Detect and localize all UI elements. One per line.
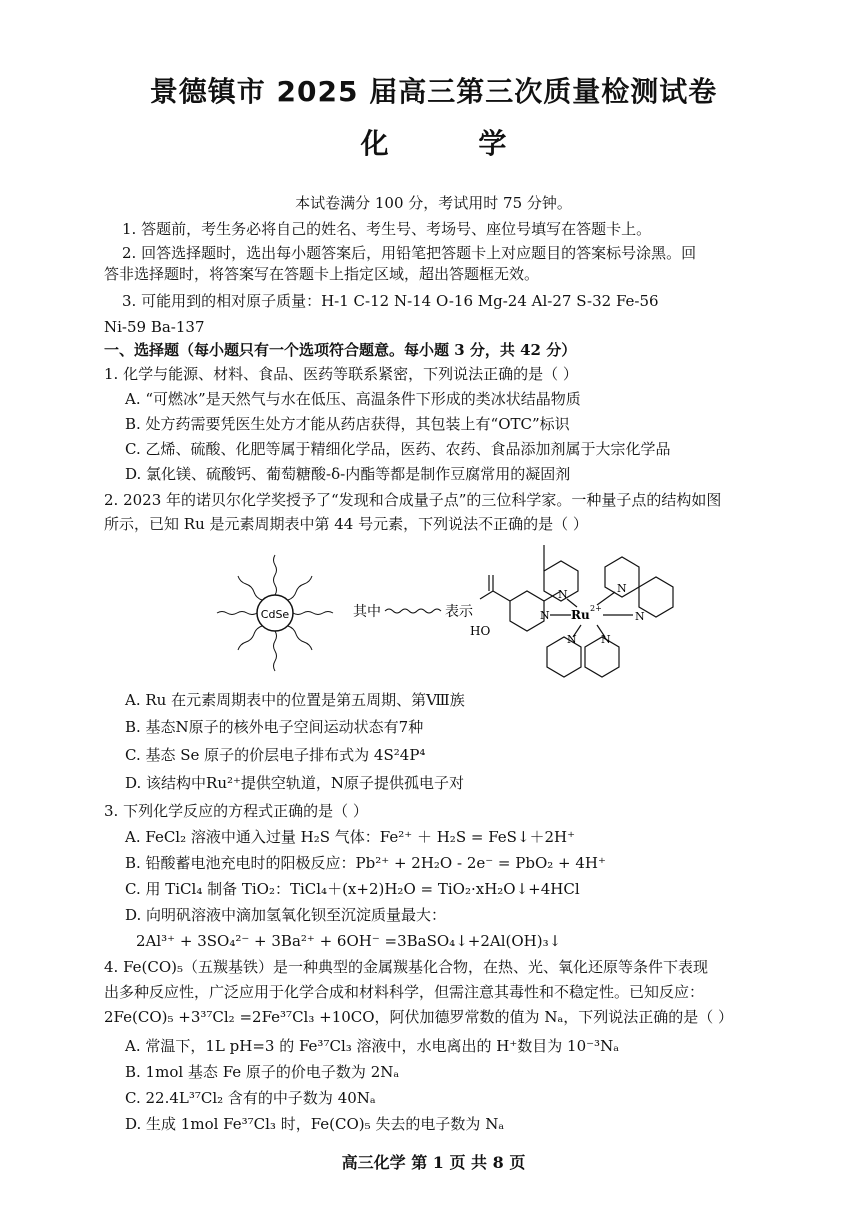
q2-stem-1: 2. 2023 年的诺贝尔化学奖授予了“发现和合成量子点”的三位科学家。一种量子点的结构如图 (104, 491, 722, 509)
q1-stem: 1. 化学与能源、材料、食品、医药等联系紧密，下列说法正确的是（ ） (104, 365, 578, 383)
q4-option-c: C. 22.4L³⁷Cl₂ 含有的中子数为 40Nₐ (125, 1089, 376, 1107)
intro-instruction-2-cont: 答非选择题时，将答案写在答题卡上指定区域，超出答题框无效。 (104, 265, 540, 283)
ru-label: Ru (571, 608, 590, 622)
q2-option-b: B. 基态N原子的核外电子空间运动状态有7种 (125, 718, 424, 736)
q2-option-d: D. 该结构中Ru²⁺提供空轨道，N原子提供孤电子对 (125, 774, 465, 792)
q4-stem-2: 出多种反应性，广泛应用于化学合成和材料科学，但需注意其毒性和不稳定性。已知反应： (104, 983, 705, 1001)
q3-option-c: C. 用 TiCl₄ 制备 TiO₂：TiCl₄＋(x+2)H₂O = TiO₂·xH₂O↓+4HCl (125, 880, 580, 898)
page-title: 景德镇市 2025 届高三第三次质量检测试卷 (149, 75, 718, 108)
q1-option-a: A. “可燃冰”是天然气与水在低压、高温条件下形成的类冰状结晶物质 (125, 390, 581, 408)
q1-option-b: B. 处方药需要凭医生处方才能从药店获得，其包装上有“OTC”标识 (125, 415, 570, 433)
page-footer: 高三化学 第 1 页 共 8 页 (341, 1153, 526, 1172)
section-heading: 一、选择题（每小题只有一个选项符合题意。每小题 3 分，共 42 分） (104, 341, 577, 359)
q3-option-d: D. 向明矾溶液中滴加氢氧化钡至沉淀质量最大： (125, 906, 447, 924)
q4-option-d: D. 生成 1mol Fe³⁷Cl₃ 时，Fe(CO)₅ 失去的电子数为 Nₐ (125, 1115, 505, 1133)
quantum-dot-diagram (205, 537, 765, 687)
q3-option-b: B. 铅酸蓄电池充电时的阳极反应：Pb²⁺ + 2H₂O - 2e⁻ = PbO₂ + 4H⁺ (125, 854, 606, 872)
hooc-label: HO (470, 624, 491, 638)
q4-option-a: A. 常温下，1L pH=3 的 Fe³⁷Cl₃ 溶液中，水电离出的 H⁺数目为 10⁻³Nₐ (125, 1037, 619, 1055)
q3-stem: 3. 下列化学反应的方程式正确的是（ ） (104, 802, 368, 820)
n-label-5: N (567, 633, 577, 646)
ru-charge-label: 2+ (590, 604, 602, 613)
intro-instruction-1: 1. 答题前，考生务必将自己的姓名、考生号、考场号、座位号填写在答题卡上。 (122, 220, 652, 238)
n-label-3: N (617, 582, 627, 595)
n-label-4: N (635, 610, 645, 623)
diagram-middle-text: 其中 (353, 604, 381, 620)
q4-stem-3: 2Fe(CO)₅ +3³⁷Cl₂ =2Fe³⁷Cl₃ +10CO，阿伏加德罗常数的值为 Nₐ，下列说法正确的是（ ） (104, 1008, 733, 1026)
q4-stem-1: 4. Fe(CO)₅（五羰基铁）是一种典型的金属羰基化合物，在热、光、氧化还原等条件下表现 (104, 958, 709, 976)
intro-atomic-masses-cont: Ni-59 Ba-137 (104, 318, 205, 336)
q3-option-d-equation: 2Al³⁺ + 3SO₄²⁻ + 3Ba²⁺ + 6OH⁻ =3BaSO₄↓+2Al(OH)₃↓ (136, 932, 562, 950)
q2-option-c: C. 基态 Se 原子的价层电子排布式为 4S²4P⁴ (125, 746, 426, 764)
diagram-represents-text: 表示 (445, 604, 473, 620)
q2-option-a: A. Ru 在元素周期表中的位置是第五周期、第Ⅷ族 (125, 691, 465, 709)
n-label-6: N (601, 633, 611, 646)
cdse-core-figure (217, 555, 333, 671)
intro-instruction-2: 2. 回答选择题时，选出每小题答案后，用铅笔把答题卡上对应题目的答案标号涂黑。回 (122, 244, 697, 262)
subject-title: 化 学 (360, 127, 547, 160)
q1-option-d: D. 氯化镁、硫酸钙、葡萄糖酸-δ-内酯等都是制作豆腐常用的凝固剂 (125, 465, 571, 483)
wavy-line-legend (385, 609, 441, 613)
intro-atomic-masses: 3. 可能用到的相对原子质量：H-1 C-12 N-14 O-16 Mg-24 Al-27 S-32 Fe-56 (122, 292, 659, 310)
n-label-2: N (558, 588, 568, 601)
n-label-1: N (540, 609, 550, 622)
q1-option-c: C. 乙烯、硫酸、化肥等属于精细化学品，医药、农药、食品添加剂属于大宗化学品 (125, 440, 671, 458)
intro-score-time: 本试卷满分 100 分，考试用时 75 分钟。 (295, 194, 572, 212)
cdse-label: CdSe (260, 608, 290, 621)
q4-option-b: B. 1mol 基态 Fe 原子的价电子数为 2Nₐ (125, 1063, 400, 1081)
q3-option-a: A. FeCl₂ 溶液中通入过量 H₂S 气体：Fe²⁺ ＋ H₂S = FeS↓＋2H⁺ (125, 828, 576, 846)
q2-stem-2: 所示，已知 Ru 是元素周期表中第 44 号元素，下列说法不正确的是（ ） (104, 515, 588, 533)
